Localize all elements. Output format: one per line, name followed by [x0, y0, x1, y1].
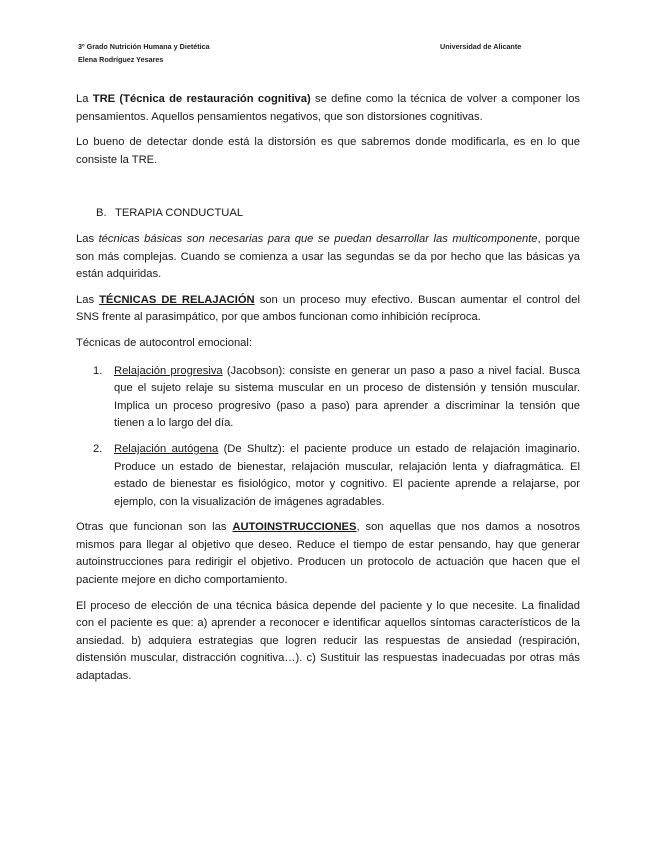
- relajacion-pre: Las: [76, 293, 100, 306]
- technique-description: (Jacobson): consiste en generar un paso a paso a nivel facial. Busca que el sujeto relaje su sistema muscular en un proceso de distensión y tensión muscular. Implica un proceso progresivo (paso a paso) para aprender a discriminar la tensión que tienen a lo largo del día.: [114, 364, 580, 430]
- section-letter: B.: [96, 207, 107, 220]
- tre-pre: La: [76, 93, 93, 105]
- tre-term: TRE (Técnica de restauración cognitiva): [92, 93, 311, 105]
- basicas-post: , porque son más complejas. Cuando se comienza a usar las segundas se da por hecho que las básicas ya están adquiridas.: [76, 232, 581, 281]
- basicas-italic: técnicas básicas son necesarias para que se puedan desarrollar las multicomponente: [98, 232, 538, 245]
- section-title: TERAPIA CONDUCTUAL: [115, 207, 244, 220]
- basicas-pre: Las: [76, 232, 99, 245]
- page-header: [78, 40, 581, 66]
- header-author: Elena Rodríguez Yesares: [78, 55, 164, 64]
- list-number: 2.: [93, 442, 103, 455]
- header-course: 3º Grado Nutrición Humana y Dietética: [78, 42, 210, 51]
- section-heading: [96, 205, 580, 223]
- basic-techniques-paragraph: [76, 231, 580, 284]
- relajacion-post: son un proceso muy efectivo. Buscan aumentar el control del SNS frente al parasimpático, por que ambos funcionan como inhibición recíproca.: [76, 293, 580, 324]
- relaxation-paragraph: [76, 292, 580, 327]
- autoinstructions-paragraph: [76, 519, 580, 589]
- list-number: 1.: [93, 364, 103, 377]
- tre-distortion-paragraph: Lo bueno de detectar donde está la distorsión es que sabremos donde modificarla, es en lo que consiste la TRE.: [76, 136, 580, 166]
- autoinstrucciones-pre: Otras que funcionan son las: [76, 521, 233, 534]
- tre-definition-paragraph: [76, 91, 580, 126]
- relajacion-term: TÉCNICAS DE RELAJACIÓN: [99, 293, 255, 306]
- technique-name: Relajación progresiva: [114, 364, 223, 377]
- list-item: [76, 441, 580, 511]
- autoinstrucciones-post: , son aquellas que nos damos a nosotros mismos para llegar al objetivo que deseo. Reduce el tiempo de estar pensando, hay que generar autoinstrucciones para redirigir el objetivo. Producen un protocolo de actuación que hacen que el paciente mejore en dicho comportamiento.: [76, 521, 580, 587]
- tre-post: se define como la técnica de volver a componer los pensamientos. Aquellos pensamientos negativos, que son distorsiones cognitivas.: [76, 93, 581, 123]
- list-item: [76, 363, 580, 433]
- techniques-list: [76, 363, 580, 512]
- technique-name: Relajación autógena: [114, 442, 219, 455]
- technique-description: (De Shultz): el paciente produce un estado de relajación imaginario. Produce un estado de bienestar, relajación muscular, relajación lenta y diafragmática. El estado de bienestar es fisiológico, motor y cognitivo. El paciente aprende a relajarse, por ejemplo, con la visualización de imágenes agradables.: [114, 442, 580, 508]
- document-body: [76, 91, 580, 694]
- selection-process-paragraph: El proceso de elección de una técnica básica depende del paciente y lo que necesite. La finalidad con el paciente es que: a) aprender a reconocer e identificar aquellos síntomas característicos de la ansiedad. b) adquiera estrategias que logren reducir las respuestas de ansiedad (respiración, distensión muscular, distracción cognitiva…). c) Sustituir las respuestas inadecuadas por otras más adaptadas.: [76, 599, 580, 683]
- header-university: Universidad de Alicante: [440, 42, 522, 51]
- autocontrol-intro: Técnicas de autocontrol emocional:: [76, 336, 252, 349]
- autoinstrucciones-term: AUTOINSTRUCCIONES: [232, 521, 357, 534]
